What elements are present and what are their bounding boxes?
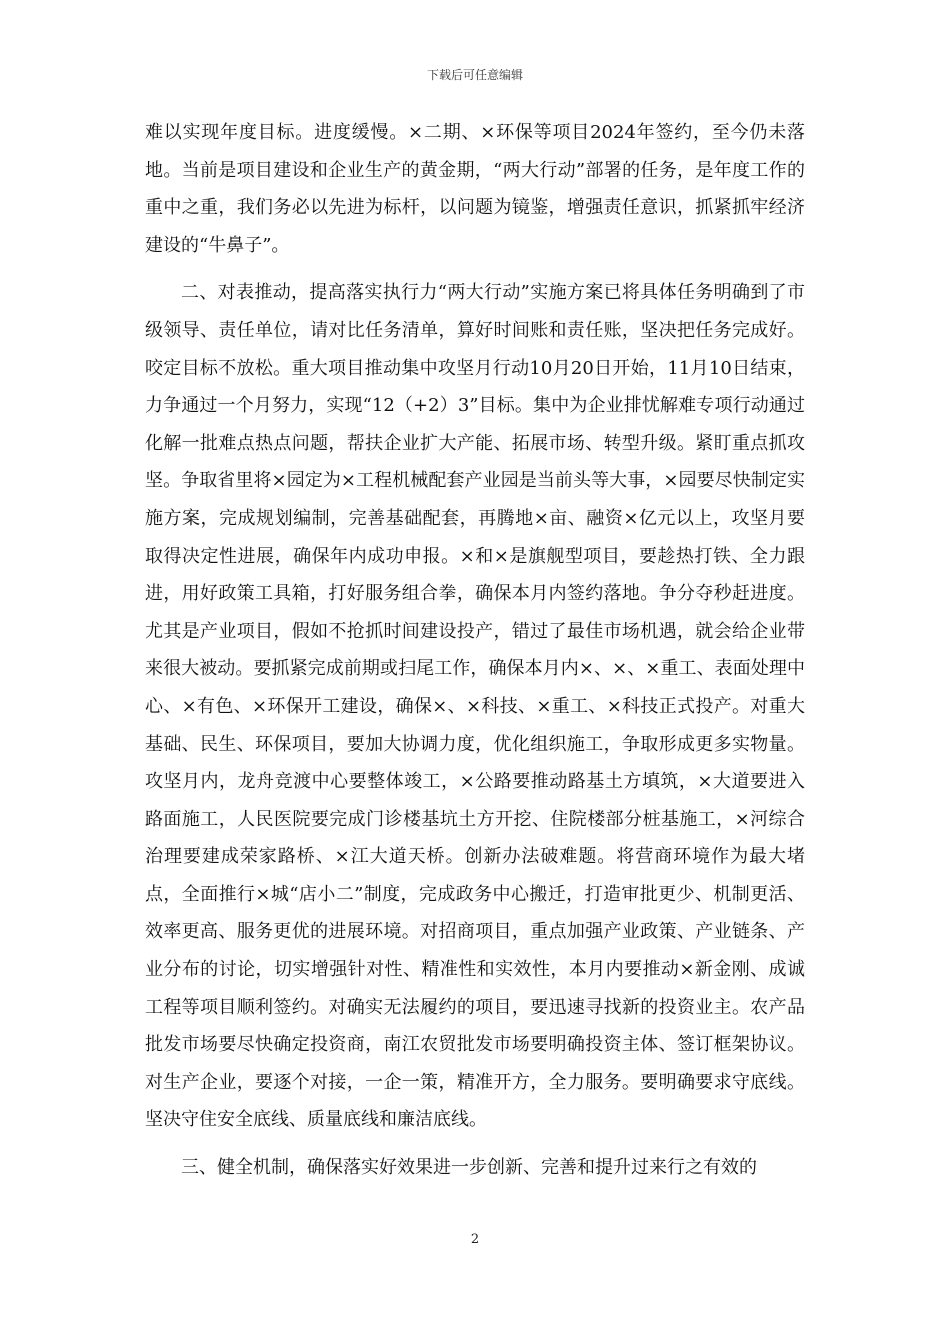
paragraph-1: 难以实现年度目标。进度缓慢。×二期、×环保等项目2024年签约，至今仍未落地。当前是项目建设和企业生产的黄金期，“两大行动”部署的任务，是年度工作的重中之重，我们务必以先进为标杆，以问题为镜鉴，增强责任意识，抓紧抓牢经济建设的“牛鼻子”。	[145, 122, 805, 256]
page-number: 2	[470, 1232, 480, 1247]
page-header: 下载后可任意编辑	[426, 68, 523, 82]
document-body	[145, 114, 805, 1197]
paragraph-2: 二、对表推动，提高落实执行力“两大行动”实施方案已将具体任务明确到了市级领导、责任单位，请对比任务清单，算好时间账和责任账，坚决把任务完成好。咬定目标不放松。重大项目推动集中攻坚月行动10月20日开始，11月10日结束，力争通过一个月努力，实现“12（+2）3”目标。集中为企业排忧解难专项行动通过化解一批难点热点问题，帮扶企业扩大产能、拓展市场、转型升级。紧盯重点抓攻坚。争取省里将×园定为×工程机械配套产业园是当前头等大事，×园要尽快制定实施方案，完成规划编制，完善基础配套，再腾地×亩、融资×亿元以上，攻坚月要取得决定性进展，确保年内成功申报。×和×是旗舰型项目，要趁热打铁、全力跟进，用好政策工具箱，打好服务组合拳，确保本月内签约落地。争分夺秒赶进度。尤其是产业项目，假如不抢抓时间建设投产，错过了最佳市场机遇，就会给企业带来很大被动。要抓紧完成前期或扫尾工作，确保本月内×、×、×重工、表面处理中心、×有色、×环保开工建设，确保×、×科技、×重工、×科技正式投产。对重大基础、民生、环保项目，要加大协调力度，优化组织施工，争取形成更多实物量。攻坚月内，龙舟竞渡中心要整体竣工，×公路要推动路基土方填筑，×大道要进入路面施工，人民医院要完成门诊楼基坑土方开挖、住院楼部分桩基施工，×河综合治理要建成荣家路桥、×江大道天桥。创新办法破难题。将营商环境作为最大堵点，全面推行×城“店小二”制度，完成政务中心搬迁，打造审批更少、机制更活、效率更高、服务更优的进展环境。对招商项目，重点加强产业政策、产业链条、产业分布的讨论，切实增强针对性、精准性和实效性，本月内要推动×新金刚、成诚工程等项目顺利签约。对确实无法履约的项目，要迅速寻找新的投资业主。农产品批发市场要尽快确定投资商，南江农贸批发市场要明确投资主体、签订框架协议。对生产企业，要逐个对接，一企一策，精准开方，全力服务。要明确要求守底线。坚决守住安全底线、质量底线和廉洁底线。	[145, 282, 805, 1131]
paragraph-3: 三、健全机制，确保落实好效果进一步创新、完善和提升过来行之有效的	[181, 1157, 757, 1179]
